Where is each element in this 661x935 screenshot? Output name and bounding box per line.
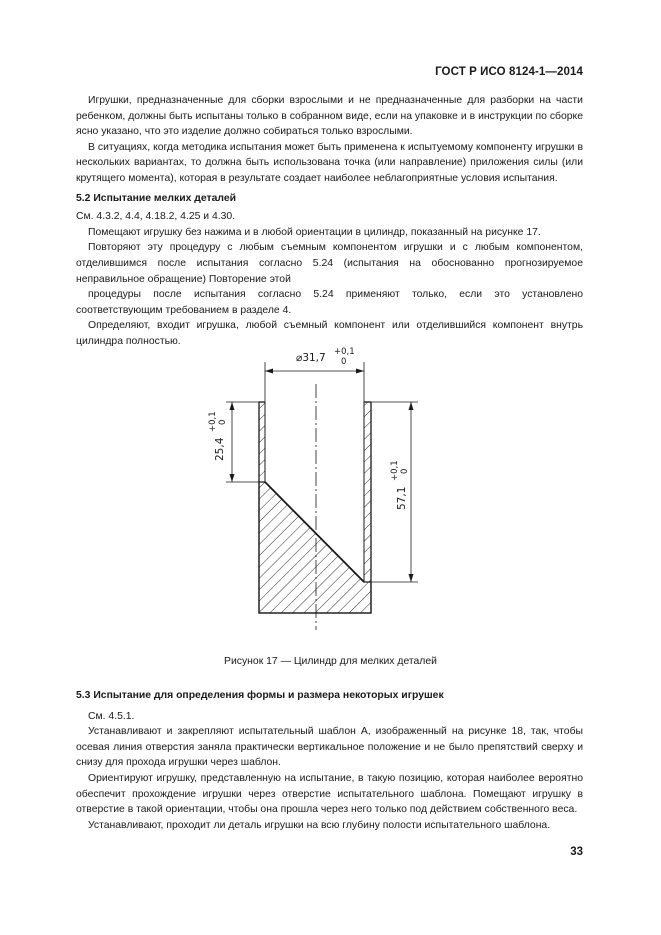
paragraph-test-method: В ситуациях, когда методика испытания может быть применена к испытуемому компоненту игрушки в нескольких вариантах, то должна быть использована точка (или направление) приложения силы (или крутящего момента), которая в результате создает наиболее неблагоприятные условия испытания. <box>76 141 583 184</box>
depth-tolerance-lower: 0 <box>218 419 228 425</box>
section-5-2-heading: 5.2 Испытание мелких деталей <box>76 192 236 204</box>
section-5-2-paragraph-2: Повторяют эту процедуру с любым съемным компонентом игрушки и с любым компонентом, отделившимся после испытания согласно 5.24 (испытания на обоснованно прогнозируемое неправильное обращение) Повторение этой <box>76 242 583 285</box>
paragraph-assembly: Игрушки, предназначенные для сборки взрослыми и не предназначенные для разборки на части ребенком, должны быть испытаны только в собранном виде, если на упаковке и в инструкции по сборке ясно указано, что это изделие должно собираться только взрослыми. <box>76 95 583 138</box>
depth-tolerance-upper: +0,1 <box>208 411 218 432</box>
section-5-3-heading: 5.3 Испытание для определения формы и размера некоторых игрушек <box>76 690 444 701</box>
section-5-3-block <box>76 688 583 833</box>
diameter-tolerance-upper: +0,1 <box>334 347 355 357</box>
cylinder-left-wall <box>259 402 265 482</box>
diameter-value: ⌀31,7 <box>296 352 326 364</box>
diameter-tolerance-lower: 0 <box>341 357 347 367</box>
height-value: 57,1 <box>396 486 408 510</box>
page-number: 33 <box>570 846 583 858</box>
section-5-2-paragraph-4: Определяют, входит игрушка, любой съемный компонент или отделившийся компонент внутрь цилиндра полностью. <box>76 320 583 347</box>
section-5-2-paragraph-1: Помещают игрушку без нажима и в любой ориентации в цилиндр, показанный на рисунке 17. <box>88 226 541 238</box>
section-5-3-paragraph-3: Устанавливают, проходит ли деталь игрушки на всю глубину полости испытательного шаблона. <box>88 819 551 831</box>
section-5-2-paragraph-3: процедуры после испытания согласно 5.24 применяют только, если это установлено соответствующим требованием в разделе 4. <box>76 289 583 316</box>
figure-caption: Рисунок 17 — Цилиндр для мелких деталей <box>224 656 437 667</box>
section-5-2-reference: См. 4.3.2, 4.4, 4.18.2, 4.25 и 4.30. <box>76 211 236 223</box>
standard-header: ГОСТ Р ИСО 8124-1—2014 <box>435 66 583 78</box>
section-5-3-paragraph-2: Ориентируют игрушку, представленную на испытание, в такую позицию, которая наиболее вероятно обеспечит прохождение игрушки через отверстие испытательного шаблона. Помещают игрушку в отверстие в такой ориентации, чтобы она прошла через него только под действием собственного веса. <box>76 772 583 816</box>
height-tolerance-upper: +0,1 <box>390 460 400 481</box>
depth-value: 25,4 <box>214 437 226 461</box>
cylinder-right-wall <box>364 402 371 582</box>
cylinder-base-section <box>259 482 371 613</box>
height-tolerance-lower: 0 <box>400 468 410 474</box>
section-5-3-reference: См. 4.5.1. <box>88 710 135 722</box>
section-5-3-paragraph-1: Устанавливают и закрепляют испытательный шаблон А, изображенный на рисунке 18, так, чтобы осевая линия отверстия заняла практически вертикальное положение и не было препятствий сверху и снизу для прохода игрушки через шаблон. <box>76 726 583 769</box>
